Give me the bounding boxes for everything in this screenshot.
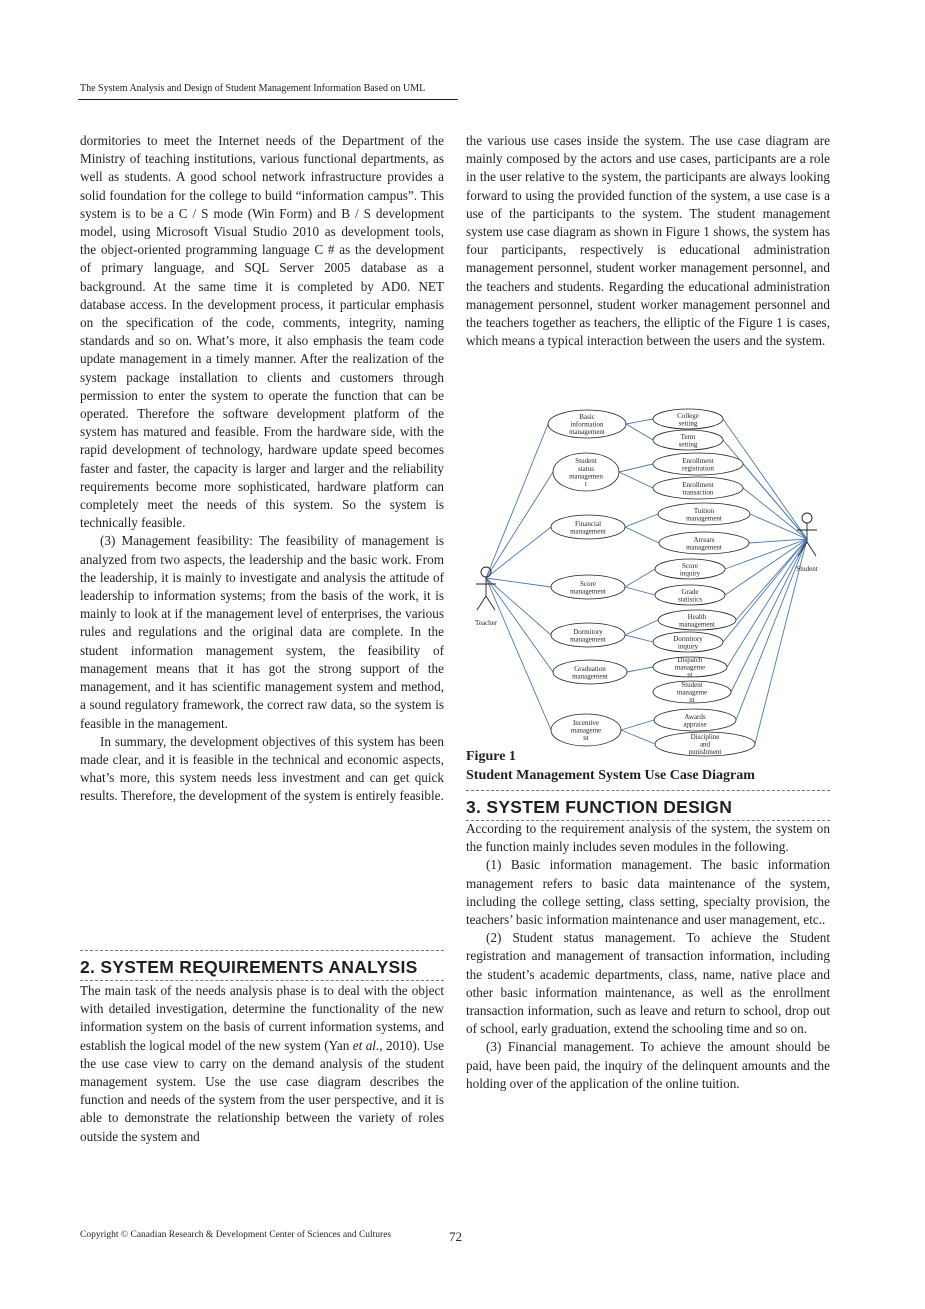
use-case-label: nt: [687, 671, 693, 680]
use-case-label: Score: [682, 561, 698, 570]
use-case-label: Graduation: [574, 664, 606, 673]
paragraph: In summary, the development objectives of this system has been made clear, and it is feasible in the technical and economic aspects, what’s more, this system needs less investment and can get quick results. Therefore, the development of the system is entirely feasible.: [80, 733, 444, 804]
use-case-function: [658, 503, 750, 525]
use-case-label: statistics: [677, 595, 703, 604]
use-case-label: management: [569, 428, 605, 437]
paragraph: dormitories to meet the Internet needs of the Department of the Ministry of teaching institutions, various functional departments, as well as students. A good school network infrastructure provides a solid foundation for the college to build “information campus”. This system is to be a C / S mode (Win Form) and B / S development model, using Microsoft Visual Studio 2010 as development tools, the object-oriented programming language C # as the development of primary language, and SQL Server 2005 database as a background. At the same time it is completed by AD0. NET database access. In the development process, it particular emphasis on the specification of the code, comments, integrity, naming standards and so on. What’s more, it also emphasis the team code update management in a timely manner. After the realization of the system package installation to clients and customers through permission to enter the system to operate the function that can be operated. Therefore the software development platform of the system has matured and feasible. From the hardware side, with the rapid development of technology, hardware update speed becomes faster and faster, the capacity is larger and larger and the reliability requirements become more sophisticated, hardware platform can completely meet the needs of this system. So the system is technically feasible.: [80, 133, 444, 531]
paragraph: (3) Management feasibility: The feasibility of management is analyzed from two aspects, the leadership and the basic work. From the leadership, it is mainly to investigate and analysis the attitude of leadership to information systems; from the basis of the work, it is mainly to look at if the management level of enterprises, the various rules and regulations and the original data are complete. In the student information management system, the feasibility of management means that it has got the strong support of the management, and it has scientific management system and method, a sound regulatory framework, the correct raw data, so the system is feasible in the management.: [80, 533, 444, 731]
paragraph: (3) Financial management. To achieve the amount should be paid, have been paid, the inquiry of the delinquent amounts and the holding over of the application of the online tuition.: [466, 1039, 830, 1091]
copyright-footer: Copyright © Canadian Research & Development Center of Sciences and Cultures: [80, 1230, 392, 1240]
use-case-function: [659, 532, 749, 554]
use-case-label: Enrollment: [682, 480, 714, 489]
include-line: [621, 720, 654, 730]
use-case-label: Awards: [684, 712, 706, 721]
running-header: The System Analysis and Design of Student Management Information Based on UML: [80, 83, 426, 94]
use-case-label: Dormitory: [673, 634, 703, 643]
use-case-function: [653, 430, 723, 450]
use-case-label: management: [570, 527, 606, 536]
page-number: 72: [449, 1229, 462, 1244]
use-case-label: Dormitory: [573, 627, 603, 636]
use-case-label: information: [570, 420, 604, 429]
use-case-function: [655, 559, 725, 579]
connector-lines: [486, 419, 807, 744]
use-case-label: Enrollment: [682, 456, 714, 465]
use-case-module: [551, 623, 625, 647]
actor-head: [802, 513, 812, 523]
use-case-label: Incentive: [572, 719, 600, 727]
include-line: [619, 464, 653, 472]
figure-caption: Student Management System Use Case Diagram: [466, 768, 755, 783]
include-line: [625, 587, 655, 595]
citation-etal: et al.: [352, 1037, 380, 1053]
use-case-label: setting: [678, 419, 698, 428]
use-case-label: punishment: [688, 748, 722, 757]
use-case-label: registration: [682, 464, 714, 473]
paragraph: According to the requirement analysis of the system, the system on the function mainly includes seven modules in the following.: [466, 821, 830, 855]
use-case-label: College: [677, 411, 699, 420]
teacher-association-line: [486, 472, 553, 578]
use-case-function: [658, 610, 736, 630]
use-case-label: nt: [689, 696, 695, 705]
actor-label: Teacher: [474, 619, 498, 627]
student-association-line: [743, 464, 807, 539]
use-case-label: Tuition: [693, 506, 715, 515]
use-case-label: management: [570, 635, 606, 644]
include-line: [626, 424, 653, 440]
use-case-label: Student: [575, 457, 597, 466]
use-case-label: Health: [687, 612, 707, 621]
use-case-module: [553, 453, 619, 491]
use-case-module: [551, 575, 625, 599]
use-case-label: appraise: [683, 720, 707, 729]
use-case-module: [553, 660, 627, 684]
use-case-label: Financial: [574, 519, 602, 528]
use-case-function: [654, 709, 736, 731]
use-case-function: [655, 732, 755, 756]
use-case-label: nt: [583, 734, 589, 743]
include-line: [625, 569, 655, 587]
use-case-label: transaction: [682, 488, 714, 497]
include-line: [625, 635, 653, 642]
include-line: [625, 620, 658, 635]
use-case-function: [653, 409, 723, 429]
actor-leg: [807, 542, 816, 556]
figure-label: Figure 1: [466, 749, 516, 764]
right-column-section: [466, 820, 830, 1093]
paragraph: the various use cases inside the system. The use case diagram are mainly composed by the actors and use cases, participants are a role in the user relative to the system, the participants are always looking forward to using the provided function of the system, a use case is a use of the participants to the system. The student management system use case diagram as shown in Figure 1 shows, the system has four participants, respectively is educational administration management personnel, student worker management personnel, and the teachers and students. Regarding the educational administration management personnel, student worker management personnel and the teachers together as teachers, the elliptic of the Figure 1 is cases, which means a typical interaction between the users and the system.: [466, 133, 830, 349]
use-case-function: [653, 477, 743, 499]
paragraph: (1) Basic information management. The basic information management refers to basic data maintenance of the system, including the college setting, class setting, specialty provision, the teachers’ basic information maintenance and user management, etc..: [466, 857, 830, 928]
use-case-function: [653, 681, 731, 704]
use-case-label: manageme: [570, 726, 602, 735]
use-case-label: inquiry: [677, 642, 699, 651]
use-case-label: and: [699, 740, 711, 749]
use-case-label: Grade: [681, 587, 699, 596]
include-line: [627, 667, 653, 672]
use-case-label: Discipline: [690, 733, 720, 741]
use-case-label: Arrears: [693, 535, 715, 544]
teacher-association-line: [486, 424, 548, 578]
header-rule: [78, 99, 458, 100]
use-case-label: management: [570, 587, 606, 596]
include-line: [626, 419, 653, 424]
use-case-label: management: [572, 672, 608, 681]
use-case-label: management: [686, 543, 722, 552]
use-case-function: [653, 453, 743, 475]
use-case-function: [655, 585, 725, 605]
text-run: , 2010). Use the use case view to carry on the demand analysis of the student management system. Use the use case diagram describes the function and needs of the system from the user perspective, and it is able to demonstrate the relationship between the variety of roles outside the system and: [80, 1037, 444, 1144]
use-case-label: setting: [678, 440, 698, 449]
use-case-label: status: [578, 464, 594, 473]
right-column: [466, 132, 830, 350]
include-line: [621, 730, 655, 744]
actor-label: Student: [796, 565, 818, 573]
include-line: [625, 527, 659, 543]
use-case-label: management: [679, 620, 715, 629]
student-association-line: [727, 539, 807, 667]
use-case-label: Basic: [579, 413, 595, 421]
use-case-label: manageme: [676, 688, 708, 697]
actor-leg: [486, 596, 495, 610]
use-case-label: Score: [580, 579, 596, 588]
section-heading-function-design: 3. SYSTEM FUNCTION DESIGN: [466, 790, 830, 821]
section-heading-requirements: 2. SYSTEM REQUIREMENTS ANALYSIS: [80, 950, 444, 981]
actor-leg: [477, 596, 486, 610]
student-association-line: [731, 539, 807, 692]
use-case-module: [551, 714, 621, 746]
paragraph: (2) Student status management. To achieve the Student registration and management of transaction information, including the student’s academic departments, class, name, native place and other basic information maintenance, as well as the enrollment transaction information, such as leave and return to school, drop out of school, early graduation, extend the schooling time and so on.: [466, 930, 830, 1037]
use-case-label: manageme: [674, 663, 706, 672]
teacher-association-line: [486, 527, 551, 578]
include-line: [625, 514, 658, 527]
use-case-diagram: [466, 402, 830, 758]
use-case-label: t: [585, 480, 587, 488]
use-case-label: Dispatch: [677, 656, 703, 664]
use-case-label: management: [686, 514, 722, 523]
paragraph: [80, 982, 444, 1146]
use-case-module: [548, 410, 626, 438]
include-line: [619, 472, 653, 488]
use-case-label: managemen: [569, 472, 603, 481]
student-association-line: [743, 488, 807, 539]
use-case-label: Term: [680, 432, 696, 441]
text-run: The main task of the needs analysis phase is to deal with the object with detailed investigation, determine the functionality of the new information system on the basis of current information systems, and establish the logical model of the new system (Yan: [80, 983, 444, 1053]
use-case-function: [653, 656, 727, 679]
teacher-association-line: [486, 578, 551, 730]
use-case-label: inquiry: [679, 569, 701, 578]
left-column: [80, 132, 444, 806]
use-case-module: [551, 515, 625, 539]
teacher-association-line: [486, 578, 551, 587]
left-column-section: [80, 982, 444, 1146]
use-case-label: Student: [681, 681, 703, 689]
use-case-function: [653, 632, 723, 652]
